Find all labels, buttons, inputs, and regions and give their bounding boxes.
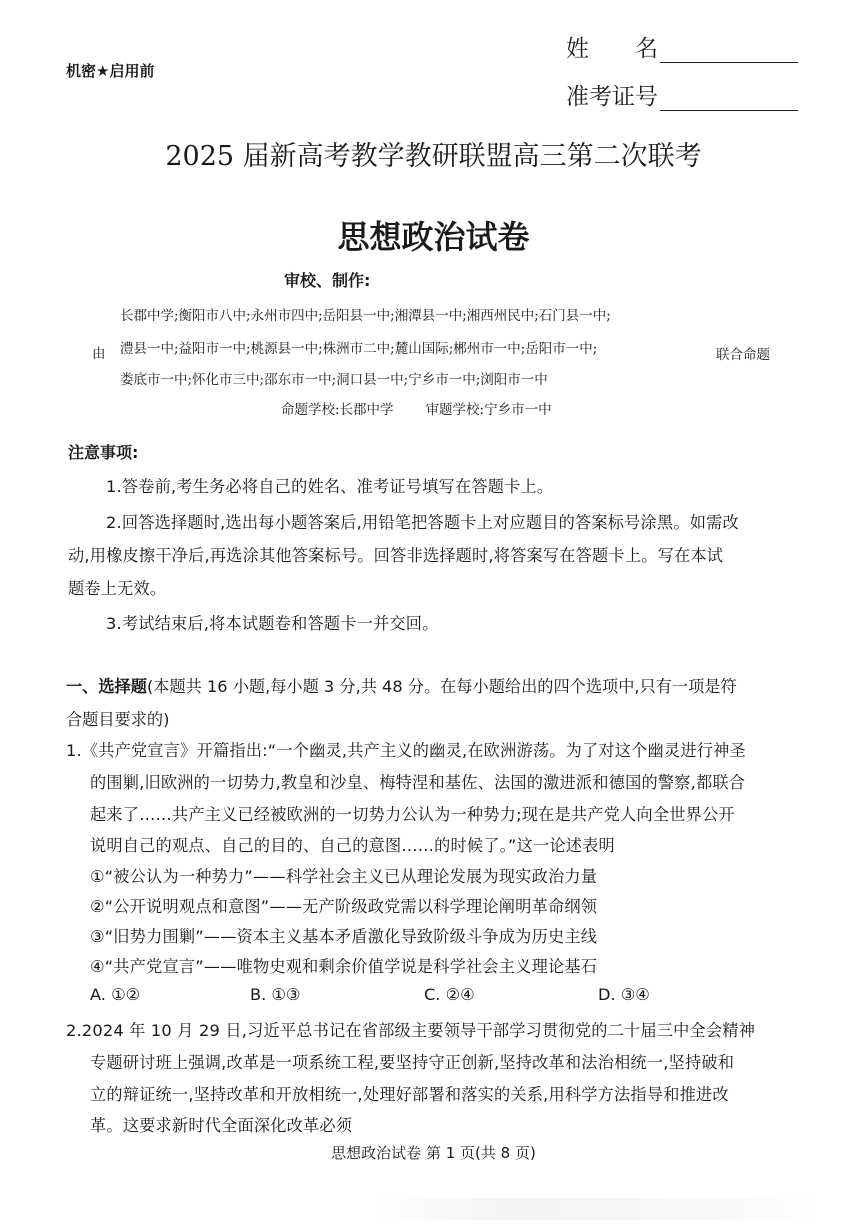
- exam-id-blank[interactable]: [660, 86, 798, 111]
- notice-line: 题卷上无效。: [68, 579, 167, 598]
- proposing-school: 命题学校:长郡中学: [281, 402, 394, 418]
- scan-artifact: [380, 1198, 820, 1220]
- subject-title: 思想政治试卷: [337, 218, 530, 256]
- joint-proposition-label: 联合命题: [716, 347, 770, 363]
- notice-title: 注意事项:: [68, 443, 139, 462]
- q1-stem-line: 1.《共产党宣言》开篇指出:“一个幽灵,共产主义的幽灵,在欧洲游荡。为了对这个幽灵进行神圣: [66, 741, 746, 760]
- q1-option-a[interactable]: A. ①②: [90, 985, 141, 1004]
- section-heading: 一、选择题: [66, 677, 147, 696]
- name-label: 姓名: [566, 36, 704, 62]
- q2-stem-line: 立的辩证统一,坚持改革和开放相统一,处理好部署和落实的关系,用科学方法指导和推进改: [90, 1085, 729, 1104]
- section-description: (本题共 16 小题,每小题 3 分,共 48 分。在每小题给出的四个选项中,只有一项是符: [146, 677, 737, 696]
- q2-stem-line: 2.2024 年 10 月 29 日,习近平总书记在省部级主要领导干部学习贯彻党的二十届三中全会精神: [66, 1021, 756, 1040]
- by-label: 由: [92, 346, 106, 362]
- q2-stem-line: 革。这要求新时代全面深化改革必须: [90, 1116, 353, 1135]
- q1-stem-line: 起来了……共产主义已经被欧洲的一切势力公认为一种势力;现在是共产党人向全世界公开: [90, 805, 735, 824]
- notice-line: 2.回答选择题时,选出每小题答案后,用铅笔把答题卡上对应题目的答案标号涂黑。如需改: [106, 513, 739, 532]
- exam-id-field[interactable]: [566, 78, 798, 111]
- section-description-cont: 合题目要求的): [66, 710, 170, 729]
- school-list-line: 娄底市一中;怀化市三中;邵东市一中;洞口县一中;宁乡市一中;浏阳市一中: [120, 372, 548, 388]
- review-label: 审校、制作:: [284, 271, 371, 290]
- q1-stem-line: 的围剿,旧欧洲的一切势力,教皇和沙皇、梅特涅和基佐、法国的激进派和德国的警察,都联合: [90, 773, 746, 792]
- q1-option-d[interactable]: D. ③④: [598, 985, 650, 1004]
- reviewing-school: 审题学校:宁乡市一中: [425, 402, 552, 418]
- notice-line: 3.考试结束后,将本试题卷和答题卡一并交回。: [106, 614, 439, 633]
- name-blank[interactable]: [660, 38, 798, 63]
- school-list-line: 长郡中学;衡阳市八中;永州市四中;岳阳县一中;湘潭县一中;湘西州民中;石门县一中;: [120, 308, 611, 324]
- q1-statement: ①“被公认为一种势力”——科学社会主义已从理论发展为现实政治力量: [90, 867, 598, 886]
- q1-option-b[interactable]: B. ①③: [250, 985, 301, 1004]
- notice-line: 1.答卷前,考生务必将自己的姓名、准考证号填写在答题卡上。: [106, 477, 554, 496]
- proposition-schools: [281, 398, 552, 418]
- name-field[interactable]: [566, 30, 798, 63]
- q2-stem-line: 专题研讨班上强调,改革是一项系统工程,要坚持守正创新,坚持改革和法治相统一,坚持破和: [90, 1053, 735, 1072]
- school-list-line: 澧县一中;益阳市一中;桃源县一中;株洲市二中;麓山国际;郴州市一中;岳阳市一中;: [120, 341, 598, 357]
- q1-option-c[interactable]: C. ②④: [424, 985, 475, 1004]
- q1-statement: ②“公开说明观点和意图”——无产阶级政党需以科学理论阐明革命纲领: [90, 897, 598, 916]
- confidential-mark: 机密★启用前: [66, 62, 155, 80]
- section-header: [66, 673, 737, 697]
- q1-stem-line: 说明自己的观点、自己的目的、自己的意图……的时候了。”这一论述表明: [90, 836, 615, 855]
- exam-id-label: 准考证号: [566, 84, 658, 110]
- page-footer: 思想政治试卷 第 1 页(共 8 页): [331, 1144, 536, 1162]
- q1-statement: ④“共产党宣言”——唯物史观和剩余价值学说是科学社会主义理论基石: [90, 957, 598, 976]
- notice-line: 动,用橡皮擦干净后,再选涂其他答案标号。回答非选择题时,将答案写在答题卡上。写在本试: [68, 546, 724, 565]
- exam-title: 2025 届新高考教学教研联盟高三第二次联考: [165, 141, 702, 172]
- q1-statement: ③“旧势力围剿”——资本主义基本矛盾激化导致阶级斗争成为历史主线: [90, 927, 598, 946]
